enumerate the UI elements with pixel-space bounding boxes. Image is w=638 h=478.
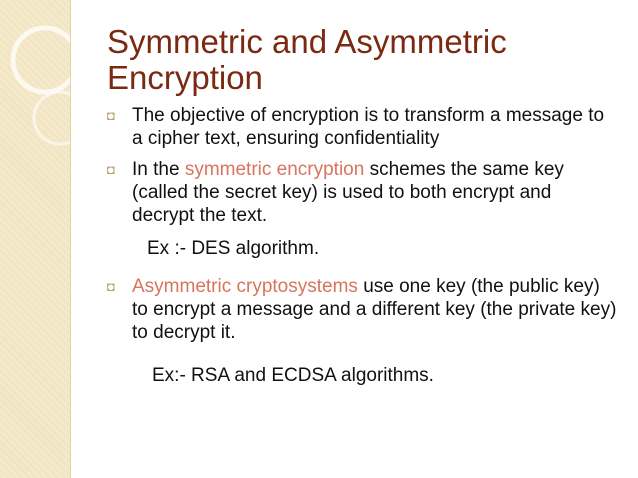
bullet-marker-icon: ◘ (107, 108, 115, 123)
bullet-marker-icon: ◘ (107, 279, 115, 294)
bullet-objective-text: The objective of encryption is to transform a message to a cipher text, ensuring confidentiality (132, 105, 605, 149)
slide-title: Symmetric and Asymmetric Encryption (107, 23, 507, 96)
bullet-list (107, 104, 617, 235)
example-asymmetric: Ex:- RSA and ECDSA algorithms. (152, 365, 434, 386)
bullet-list-2 (107, 275, 617, 352)
bullet-asymmetric (107, 275, 617, 344)
bullet-symmetric (107, 158, 617, 227)
decorative-side-band (0, 0, 71, 478)
asymmetric-cryptosystems-term: Asymmetric cryptosystems (132, 276, 358, 297)
bullet-marker-icon: ◘ (107, 162, 115, 177)
bullet-symmetric-pre: In the (132, 159, 185, 180)
symmetric-encryption-term: symmetric encryption (184, 159, 365, 180)
bullet-symmetric-post: schemes the same key (called the secret key) is used to both encrypt and decrypt the text. (132, 159, 564, 226)
bullet-asymmetric-post: use one key (the public key) to encrypt a message and a different key (the private key) to decrypt it. (132, 276, 617, 343)
bullet-objective (107, 104, 617, 150)
example-symmetric: Ex :- DES algorithm. (147, 238, 320, 259)
decorative-circles (0, 0, 70, 478)
